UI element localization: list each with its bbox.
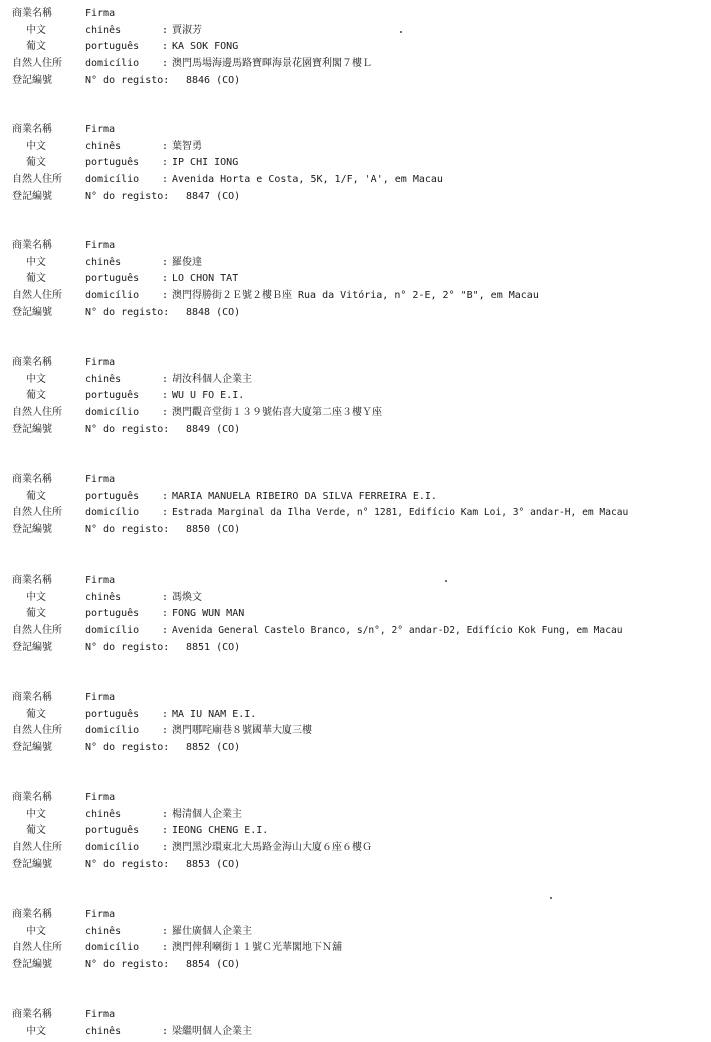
firm-label-zh: 商業名稱 bbox=[12, 692, 52, 703]
chinese-label-pt: chinês bbox=[85, 373, 122, 385]
portuguese-name-row bbox=[12, 489, 707, 506]
registry-label-zh: 登記編號 bbox=[12, 524, 52, 536]
firm-header bbox=[12, 690, 707, 707]
firm-entry bbox=[12, 122, 707, 205]
firm-label-pt: Firma bbox=[85, 909, 116, 920]
chinese-label-zh: 中文 bbox=[26, 591, 46, 603]
chinese-label-pt: chinês bbox=[85, 24, 122, 36]
portuguese-label-zh: 葡文 bbox=[26, 825, 46, 837]
registry-row bbox=[12, 857, 707, 874]
firm-header bbox=[12, 355, 707, 372]
firm-label-zh: 商業名稱 bbox=[12, 240, 52, 251]
domicile-row bbox=[12, 288, 707, 305]
portuguese-name-row bbox=[12, 606, 707, 623]
portuguese-label-zh: 葡文 bbox=[26, 608, 46, 620]
domicile-label-zh: 自然人住所 bbox=[12, 842, 62, 854]
firm-entry bbox=[12, 472, 707, 539]
domicile-row bbox=[12, 405, 707, 422]
domicile-label-pt: domicílio bbox=[85, 725, 140, 737]
registry-row bbox=[12, 957, 707, 974]
chinese-label-zh: 中文 bbox=[26, 808, 46, 820]
colon: : bbox=[162, 808, 169, 820]
chinese-label-pt: chinês bbox=[85, 591, 122, 603]
registry-label-pt: N° do registo: bbox=[85, 959, 170, 971]
colon: : bbox=[162, 490, 169, 502]
registry-number: 8850 (CO) bbox=[186, 524, 241, 536]
chinese-label-pt: chinês bbox=[85, 808, 122, 820]
domicile-label-zh: 自然人住所 bbox=[12, 174, 62, 186]
portuguese-label-pt: português bbox=[85, 825, 140, 837]
firm-label-pt: Firma bbox=[85, 792, 116, 803]
domicile-label-pt: domicílio bbox=[85, 290, 140, 302]
colon: : bbox=[162, 256, 169, 268]
portuguese-name-value: MARIA MANUELA RIBEIRO DA SILVA FERREIRA E.I. bbox=[172, 490, 437, 502]
registry-label-pt: N° do registo: bbox=[85, 423, 170, 435]
chinese-name-value: 馮煥文 bbox=[172, 591, 202, 603]
colon: : bbox=[162, 708, 169, 720]
registry-label-pt: N° do registo: bbox=[85, 524, 170, 536]
domicile-row bbox=[12, 840, 707, 857]
chinese-name-value: 羅仕廣個人企業主 bbox=[172, 925, 252, 937]
domicile-value: 澳門俾利喇街１１號Ｃ光華閣地下Ｎ舖 bbox=[172, 942, 342, 954]
portuguese-name-row bbox=[12, 823, 707, 840]
firm-header bbox=[12, 573, 707, 590]
firm-label-zh: 商業名稱 bbox=[12, 792, 52, 803]
chinese-label-pt: chinês bbox=[85, 140, 122, 152]
firm-label-pt: Firma bbox=[85, 1009, 116, 1020]
firm-label-zh: 商業名稱 bbox=[12, 357, 52, 368]
registry-label-zh: 登記編號 bbox=[12, 641, 52, 653]
scan-speck bbox=[550, 897, 552, 899]
firm-label-zh: 商業名稱 bbox=[12, 8, 52, 19]
chinese-name-row bbox=[12, 255, 707, 272]
colon: : bbox=[162, 1025, 169, 1037]
chinese-name-value: 梁繼明個人企業主 bbox=[172, 1025, 252, 1037]
domicile-label-zh: 自然人住所 bbox=[12, 290, 62, 302]
registry-row bbox=[12, 422, 707, 439]
portuguese-label-pt: português bbox=[85, 41, 140, 53]
domicile-value: Avenida General Castelo Branco, s/n°, 2° andar-D2, Edifício Kok Fung, em Macau bbox=[172, 625, 623, 637]
registry-number: 8849 (CO) bbox=[186, 423, 241, 435]
chinese-name-row bbox=[12, 23, 707, 40]
chinese-name-value: 葉智勇 bbox=[172, 140, 202, 152]
firm-label-pt: Firma bbox=[85, 124, 116, 135]
chinese-label-zh: 中文 bbox=[26, 1025, 46, 1037]
chinese-label-zh: 中文 bbox=[26, 140, 46, 152]
chinese-name-row bbox=[12, 139, 707, 156]
colon: : bbox=[162, 58, 169, 70]
domicile-value: 澳門黑沙環東北大馬路金海山大廈６座６樓Ｇ bbox=[172, 842, 372, 854]
portuguese-name-value: FONG WUN MAN bbox=[172, 608, 245, 620]
domicile-value: Avenida Horta e Costa, 5K, 1/F, 'A', em Macau bbox=[172, 174, 443, 186]
portuguese-label-pt: português bbox=[85, 708, 140, 720]
domicile-label-pt: domicílio bbox=[85, 58, 140, 70]
registry-number: 8847 (CO) bbox=[186, 190, 241, 202]
portuguese-label-pt: português bbox=[85, 157, 140, 169]
registry-row bbox=[12, 740, 707, 757]
registry-label-zh: 登記編號 bbox=[12, 423, 52, 435]
colon: : bbox=[162, 407, 169, 419]
portuguese-name-row bbox=[12, 155, 707, 172]
registry-label-zh: 登記編號 bbox=[12, 74, 52, 86]
firm-label-pt: Firma bbox=[85, 692, 116, 703]
registry-label-zh: 登記編號 bbox=[12, 858, 52, 870]
colon: : bbox=[162, 174, 169, 186]
portuguese-name-value: WU U FO E.I. bbox=[172, 390, 245, 402]
registry-label-zh: 登記編號 bbox=[12, 190, 52, 202]
portuguese-label-zh: 葡文 bbox=[26, 41, 46, 53]
chinese-name-value: 胡汝科個人企業主 bbox=[172, 373, 252, 385]
firm-entry bbox=[12, 690, 707, 757]
domicile-row bbox=[12, 505, 707, 522]
portuguese-name-value: LO CHON TAT bbox=[172, 273, 239, 285]
chinese-name-value: 楊清個人企業主 bbox=[172, 808, 242, 820]
chinese-name-row bbox=[12, 590, 707, 607]
colon: : bbox=[162, 942, 169, 954]
registry-number: 8854 (CO) bbox=[186, 959, 241, 971]
chinese-label-zh: 中文 bbox=[26, 925, 46, 937]
firm-entry bbox=[12, 1007, 707, 1040]
registry-label-zh: 登記編號 bbox=[12, 306, 52, 318]
firm-label-pt: Firma bbox=[85, 240, 116, 251]
firm-entry bbox=[12, 355, 707, 438]
portuguese-label-zh: 葡文 bbox=[26, 273, 46, 285]
colon: : bbox=[162, 373, 169, 385]
colon: : bbox=[162, 625, 169, 637]
colon: : bbox=[162, 24, 169, 36]
portuguese-name-row bbox=[12, 271, 707, 288]
firm-entry bbox=[12, 790, 707, 873]
domicile-value: 澳門馬場海邊馬路寶暉海景花園寶利閣７樓Ｌ bbox=[172, 58, 372, 70]
chinese-label-zh: 中文 bbox=[26, 373, 46, 385]
firm-header bbox=[12, 122, 707, 139]
domicile-label-zh: 自然人住所 bbox=[12, 625, 62, 637]
chinese-name-row bbox=[12, 924, 707, 941]
portuguese-name-row bbox=[12, 707, 707, 724]
portuguese-name-value: IP CHI IONG bbox=[172, 157, 239, 169]
firm-label-pt: Firma bbox=[85, 474, 116, 485]
colon: : bbox=[162, 140, 169, 152]
portuguese-name-row bbox=[12, 39, 707, 56]
colon: : bbox=[162, 591, 169, 603]
firm-label-pt: Firma bbox=[85, 357, 116, 368]
chinese-label-pt: chinês bbox=[85, 925, 122, 937]
chinese-name-row bbox=[12, 372, 707, 389]
registry-number: 8853 (CO) bbox=[186, 858, 241, 870]
firm-label-zh: 商業名稱 bbox=[12, 575, 52, 586]
registry-label-zh: 登記編號 bbox=[12, 742, 52, 754]
domicile-label-pt: domicílio bbox=[85, 174, 140, 186]
registry-number: 8852 (CO) bbox=[186, 742, 241, 754]
registry-label-pt: N° do registo: bbox=[85, 858, 170, 870]
domicile-row bbox=[12, 172, 707, 189]
firm-header bbox=[12, 6, 707, 23]
domicile-label-pt: domicílio bbox=[85, 942, 140, 954]
chinese-name-value: 羅俊達 bbox=[172, 256, 202, 268]
chinese-name-value: 賈淑芳 bbox=[172, 24, 202, 36]
domicile-label-pt: domicílio bbox=[85, 507, 140, 519]
portuguese-label-zh: 葡文 bbox=[26, 490, 46, 502]
firm-header bbox=[12, 1007, 707, 1024]
scan-speck bbox=[445, 580, 447, 582]
colon: : bbox=[162, 925, 169, 937]
colon: : bbox=[162, 507, 169, 519]
firm-entry bbox=[12, 907, 707, 974]
registry-label-pt: N° do registo: bbox=[85, 742, 170, 754]
colon: : bbox=[162, 273, 169, 285]
firm-entry bbox=[12, 6, 707, 89]
domicile-value: Estrada Marginal da Ilha Verde, n° 1281, Edifício Kam Loi, 3° andar-H, em Macau bbox=[172, 507, 629, 519]
portuguese-label-zh: 葡文 bbox=[26, 708, 46, 720]
domicile-label-pt: domicílio bbox=[85, 842, 140, 854]
domicile-label-zh: 自然人住所 bbox=[12, 507, 62, 519]
domicile-label-zh: 自然人住所 bbox=[12, 942, 62, 954]
portuguese-name-value: IEONG CHENG E.I. bbox=[172, 825, 269, 837]
domicile-row bbox=[12, 723, 707, 740]
firm-label-pt: Firma bbox=[85, 575, 116, 586]
firm-header bbox=[12, 907, 707, 924]
registry-row bbox=[12, 640, 707, 657]
firm-label-zh: 商業名稱 bbox=[12, 1009, 52, 1020]
portuguese-label-pt: português bbox=[85, 490, 140, 502]
registry-row bbox=[12, 189, 707, 206]
domicile-label-pt: domicílio bbox=[85, 407, 140, 419]
registry-number: 8851 (CO) bbox=[186, 641, 241, 653]
portuguese-label-zh: 葡文 bbox=[26, 390, 46, 402]
colon: : bbox=[162, 157, 169, 169]
colon: : bbox=[162, 842, 169, 854]
registry-label-pt: N° do registo: bbox=[85, 306, 170, 318]
registry-row bbox=[12, 305, 707, 322]
registry-label-pt: N° do registo: bbox=[85, 74, 170, 86]
chinese-label-zh: 中文 bbox=[26, 24, 46, 36]
registry-label-pt: N° do registo: bbox=[85, 641, 170, 653]
portuguese-name-row bbox=[12, 388, 707, 405]
registry-label-pt: N° do registo: bbox=[85, 190, 170, 202]
registry-row bbox=[12, 73, 707, 90]
firm-entry bbox=[12, 573, 707, 656]
scan-speck bbox=[400, 31, 402, 33]
domicile-label-zh: 自然人住所 bbox=[12, 58, 62, 70]
colon: : bbox=[162, 390, 169, 402]
firm-entry bbox=[12, 238, 707, 321]
domicile-label-zh: 自然人住所 bbox=[12, 407, 62, 419]
colon: : bbox=[162, 825, 169, 837]
chinese-label-zh: 中文 bbox=[26, 256, 46, 268]
domicile-label-pt: domicílio bbox=[85, 625, 140, 637]
chinese-label-pt: chinês bbox=[85, 1025, 122, 1037]
domicile-label-zh: 自然人住所 bbox=[12, 725, 62, 737]
portuguese-name-value: MA IU NAM E.I. bbox=[172, 708, 257, 720]
portuguese-label-zh: 葡文 bbox=[26, 157, 46, 169]
registry-number: 8846 (CO) bbox=[186, 74, 241, 86]
firm-header bbox=[12, 790, 707, 807]
firm-header bbox=[12, 238, 707, 255]
portuguese-label-pt: português bbox=[85, 608, 140, 620]
chinese-name-row bbox=[12, 1024, 707, 1041]
registry-row bbox=[12, 522, 707, 539]
registry-number: 8848 (CO) bbox=[186, 306, 241, 318]
domicile-row bbox=[12, 56, 707, 73]
colon: : bbox=[162, 290, 169, 302]
portuguese-label-pt: português bbox=[85, 273, 140, 285]
firm-label-zh: 商業名稱 bbox=[12, 474, 52, 485]
colon: : bbox=[162, 725, 169, 737]
chinese-label-pt: chinês bbox=[85, 256, 122, 268]
firm-label-zh: 商業名稱 bbox=[12, 909, 52, 920]
portuguese-label-pt: português bbox=[85, 390, 140, 402]
firm-header bbox=[12, 472, 707, 489]
domicile-value: 澳門觀音堂街１３９號佑喜大廈第二座３樓Ｙ座 bbox=[172, 407, 382, 419]
registry-label-zh: 登記編號 bbox=[12, 959, 52, 971]
firm-label-pt: Firma bbox=[85, 8, 116, 19]
domicile-row bbox=[12, 940, 707, 957]
domicile-value: 澳門哪咤廟巷８號國華大廈三樓 bbox=[172, 725, 312, 737]
domicile-row bbox=[12, 623, 707, 640]
colon: : bbox=[162, 41, 169, 53]
domicile-value: 澳門得勝街２Ｅ號２樓Ｂ座 Rua da Vitória, n° 2-E, 2° "B", em Macau bbox=[172, 290, 539, 302]
chinese-name-row bbox=[12, 807, 707, 824]
firm-label-zh: 商業名稱 bbox=[12, 124, 52, 135]
colon: : bbox=[162, 608, 169, 620]
portuguese-name-value: KA SOK FONG bbox=[172, 41, 239, 53]
